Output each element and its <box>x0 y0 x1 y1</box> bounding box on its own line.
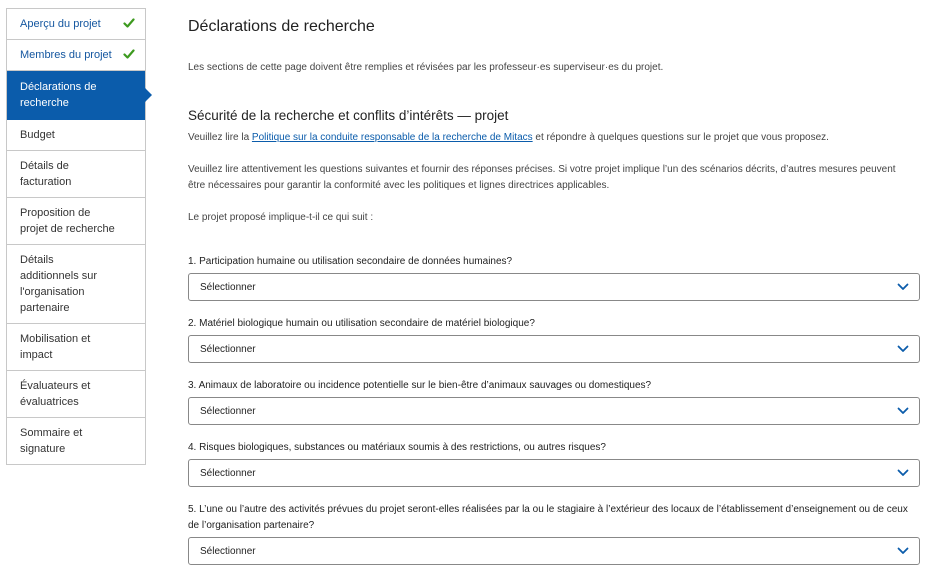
intro-text: Les sections de cette page doivent être remplies et révisées par les professeur·es superviseur·es du projet. <box>188 62 664 73</box>
instructions-paragraph: Veuillez lire attentivement les questions suivantes et fournir des réponses précises. Si votre projet implique l’un des scénarios décrits, d’autres mesures peuvent être nécessaires pour garantir la conformité avec les politiques et lignes directrices applicables. <box>188 164 896 191</box>
policy-paragraph <box>188 132 829 143</box>
question-4-select[interactable] <box>188 459 920 487</box>
question-1 <box>188 254 920 301</box>
sidebar-item-label: Mobilisation et impact <box>20 333 91 361</box>
sidebar-item-label: Évaluateurs et évaluatrices <box>20 380 91 408</box>
sidebar-item-membres[interactable] <box>7 40 145 71</box>
sidebar-item-label: Proposition de projet de recherche <box>20 207 115 235</box>
question-lead: Le projet proposé implique-t-il ce qui suit : <box>188 212 374 223</box>
sidebar-item-label: Budget <box>20 129 55 141</box>
sidebar-item-proposition[interactable] <box>7 198 145 245</box>
sidebar-item-facturation[interactable] <box>7 151 145 198</box>
check-icon <box>123 48 135 60</box>
sidebar-nav <box>6 8 146 465</box>
sidebar-item-apercu[interactable] <box>7 9 145 40</box>
question-label: 3. Animaux de laboratoire ou incidence potentielle sur le bien-être d’animaux sauvages ou domestiques? <box>188 380 652 391</box>
sidebar-item-budget[interactable] <box>7 120 145 151</box>
question-2 <box>188 316 920 363</box>
question-label: 4. Risques biologiques, substances ou matériaux soumis à des restrictions, ou autres risques? <box>188 442 606 453</box>
policy-text-before: Veuillez lire la <box>188 132 252 143</box>
select-value: Sélectionner <box>200 343 256 355</box>
question-label: 1. Participation humaine ou utilisation secondaire de données humaines? <box>188 256 513 267</box>
question-4 <box>188 440 920 487</box>
section-title: Sécurité de la recherche et conflits d’intérêts — projet <box>188 108 509 123</box>
check-icon <box>123 17 135 29</box>
policy-text-after: et répondre à quelques questions sur le projet que vous proposez. <box>532 132 829 143</box>
sidebar-item-label: Détails de facturation <box>20 160 72 188</box>
select-value: Sélectionner <box>200 405 256 417</box>
sidebar-item-label: Déclarations de recherche <box>20 81 97 109</box>
question-label: 2. Matériel biologique humain ou utilisation secondaire de matériel biologique? <box>188 318 535 329</box>
question-1-select[interactable] <box>188 273 920 301</box>
sidebar-item-evaluateurs[interactable] <box>7 371 145 418</box>
sidebar-item-label: Sommaire et signature <box>20 427 83 455</box>
question-5-select[interactable] <box>188 537 920 565</box>
sidebar-item-label: Aperçu du projet <box>20 18 101 30</box>
select-value: Sélectionner <box>200 467 256 479</box>
sidebar-item-declarations[interactable] <box>7 71 145 120</box>
chevron-down-icon <box>897 283 909 291</box>
sidebar-item-details-partenaire[interactable] <box>7 245 145 324</box>
question-2-select[interactable] <box>188 335 920 363</box>
chevron-down-icon <box>897 469 909 477</box>
select-value: Sélectionner <box>200 281 256 293</box>
page-title: Déclarations de recherche <box>188 18 375 35</box>
sidebar-item-label: Membres du projet <box>20 49 112 61</box>
sidebar-item-sommaire[interactable] <box>7 418 145 465</box>
sidebar-item-label: Détails additionnels sur l'organisation partenaire <box>20 254 98 314</box>
question-label: 5. L’une ou l’autre des activités prévues du projet seront-elles réalisées par la ou le stagiaire à l’extérieur des locaux de l’établissement d’enseignement ou de ceux de l’organisation partenaire? <box>188 504 908 531</box>
policy-link[interactable]: Politique sur la conduite responsable de la recherche de Mitacs <box>251 132 533 143</box>
question-5 <box>188 502 920 565</box>
chevron-down-icon <box>897 407 909 415</box>
question-3 <box>188 378 920 425</box>
question-3-select[interactable] <box>188 397 920 425</box>
chevron-down-icon <box>897 345 909 353</box>
select-value: Sélectionner <box>200 545 256 557</box>
sidebar-item-mobilisation[interactable] <box>7 324 145 371</box>
chevron-down-icon <box>897 547 909 555</box>
